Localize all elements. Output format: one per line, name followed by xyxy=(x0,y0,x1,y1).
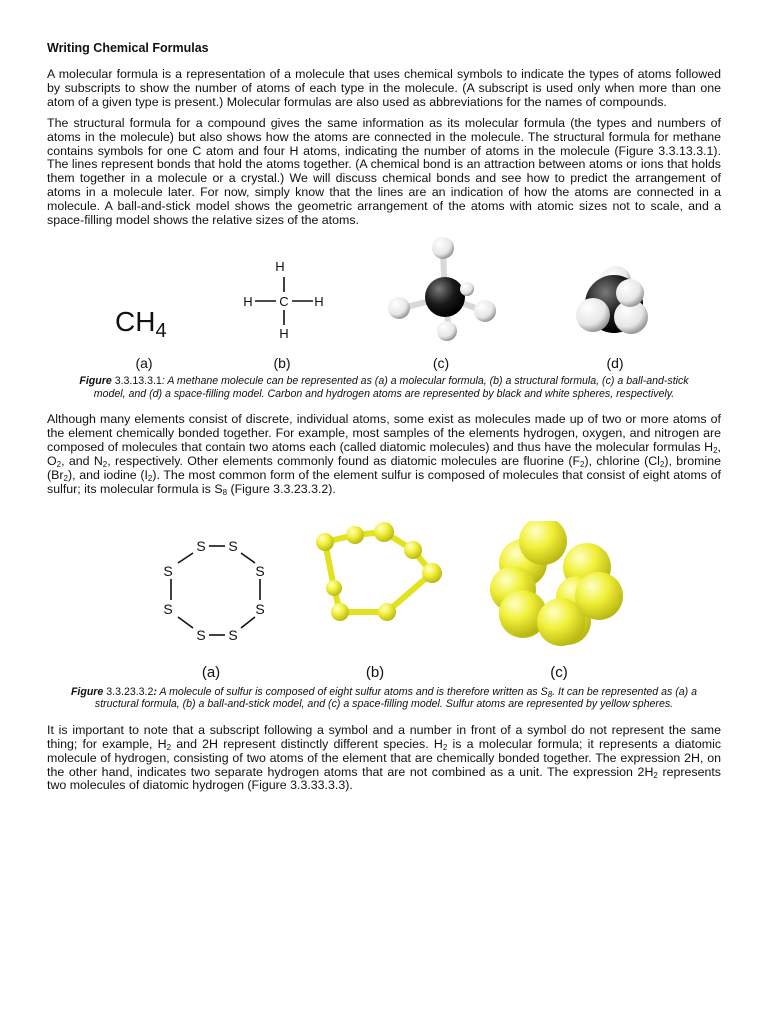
figure-label-b: (b) xyxy=(273,354,291,371)
atom-h-left: H xyxy=(243,293,253,309)
figure-sulfur-art xyxy=(47,521,721,686)
figure-methane xyxy=(47,235,721,400)
sulfur-atom-4: S xyxy=(255,600,265,617)
sulfur-atom-5: S xyxy=(228,626,238,643)
paragraph-subscript-vs-coefficient: It is important to note that a subscript following a symbol and a number in front of a symbol do not represent the same thing; for example, $H_2$ and 2H represent distinctly different species. $H_2$ is a molecular formula; it represents a diatomic molecule of hydrogen, consisting of two atoms of the element that are chemically bonded together. The expression 2H, on the other hand, indicates two separate hydrogen atoms that are not combined as a unit. The expression $2H_2$ represents two molecules of diatomic hydrogen (Figure 3.3.33.3.3). xyxy=(47,722,722,793)
figure-label-d: (d) xyxy=(606,354,624,371)
atom-h-right: H xyxy=(314,293,324,309)
figure-methane-art xyxy=(47,235,721,375)
sulfur-atom-1: S xyxy=(196,537,206,554)
figure-caption-sulfur: Figure 3.3.23.3.2: A molecule of sulfur is composed of eight sulfur atoms and is therefore written as $S_8$. It can be represented as (a) a structural formula, (b) a ball-and-stick model, and (c) a space-filling model. Sulfur atoms are represented by yellow spheres. xyxy=(70,685,698,711)
atom-c: C xyxy=(279,293,289,309)
atom-h-top: H xyxy=(275,258,285,274)
methane-structural-formula xyxy=(243,259,323,341)
document-page xyxy=(47,41,721,800)
figure2-label-c: (c) xyxy=(550,663,568,681)
atom-h-bottom: H xyxy=(279,325,289,341)
figure-caption-methane: Figure 3.3.13.3.1: A methane molecule can be represented as (a) a molecular formula, (b) a structural formula, (c) a ball-and-stick model, and (d) a space-filling model. Carbon and hydrogen atoms are represented by black and white spheres, respectively. xyxy=(79,374,689,400)
paragraph-molecular-formula: A molecular formula is a representation of a molecule that uses chemical symbols to indicate the types of atoms followed by subscripts to show the number of atoms of each type in the molecule. (A subscript is used only when more than one atom of a given type is present.) Molecular formulas are also used as abbreviations for the names of compounds. xyxy=(47,67,721,109)
figure2-label-a: (a) xyxy=(201,663,221,681)
sulfur-atom-2: S xyxy=(228,537,238,554)
figure-sulfur xyxy=(47,521,721,711)
sulfur-atom-3: S xyxy=(255,562,265,579)
sulfur-atom-8: S xyxy=(163,562,173,579)
figure2-label-b: (b) xyxy=(365,663,385,681)
methane-formula: $CH_4$ xyxy=(115,305,167,342)
figure-label-c: (c) xyxy=(432,354,450,371)
sulfur-space-filling xyxy=(490,521,623,646)
paragraph-structural-formula: The structural formula for a compound gives the same information as its molecular formula (the types and numbers of atoms in the molecule) but also shows how the atoms are connected in the molecule. The structural formula for methane contains symbols for one C atom and four H atoms, indicating the number of atoms in the molecule (Figure 3.3.13.3.1). The lines represent bonds that hold the atoms together. (A chemical bond is an attraction between atoms or ions that holds them together in a molecule or a crystal.) We will discuss chemical bonds and see how to predict the arrangement of atoms in a molecule later. For now, simply know that the lines are an indication of how the atoms are connected in a molecule. A ball-and-stick model shows the geometric arrangement of the atoms with atomic sizes not to scale, and a space-filling model shows the relative sizes of the atoms. xyxy=(47,115,721,228)
methane-space-filling xyxy=(576,266,648,334)
figure-label-a: (a) xyxy=(135,354,153,371)
section-heading: Writing Chemical Formulas xyxy=(47,41,209,55)
paragraph-diatomic-molecules: Although many elements consist of discrete, individual atoms, some exist as molecules made up of two or more atoms of the element chemically bonded together. For example, most samples of the elements hydrogen, oxygen, and nitrogen are composed of molecules that contain two atoms each (called diatomic molecules) and thus have the molecular formulas $H_2$, $O_2$, and $N_2$, respectively. Other elements commonly found as diatomic molecules are fluorine $(F_2)$, chlorine $(Cl_2)$, bromine $(Br_2)$, and iodine $(I_2)$. The most common form of the element sulfur is composed of molecules that consist of eight atoms of sulfur; its molecular formula is $S_8$ (Figure 3.3.23.3.2). xyxy=(47,412,722,497)
sulfur-atom-7: S xyxy=(163,600,173,617)
methane-ball-and-stick xyxy=(388,237,496,341)
sulfur-structural-formula xyxy=(171,546,260,635)
sulfur-atom-6: S xyxy=(196,626,206,643)
